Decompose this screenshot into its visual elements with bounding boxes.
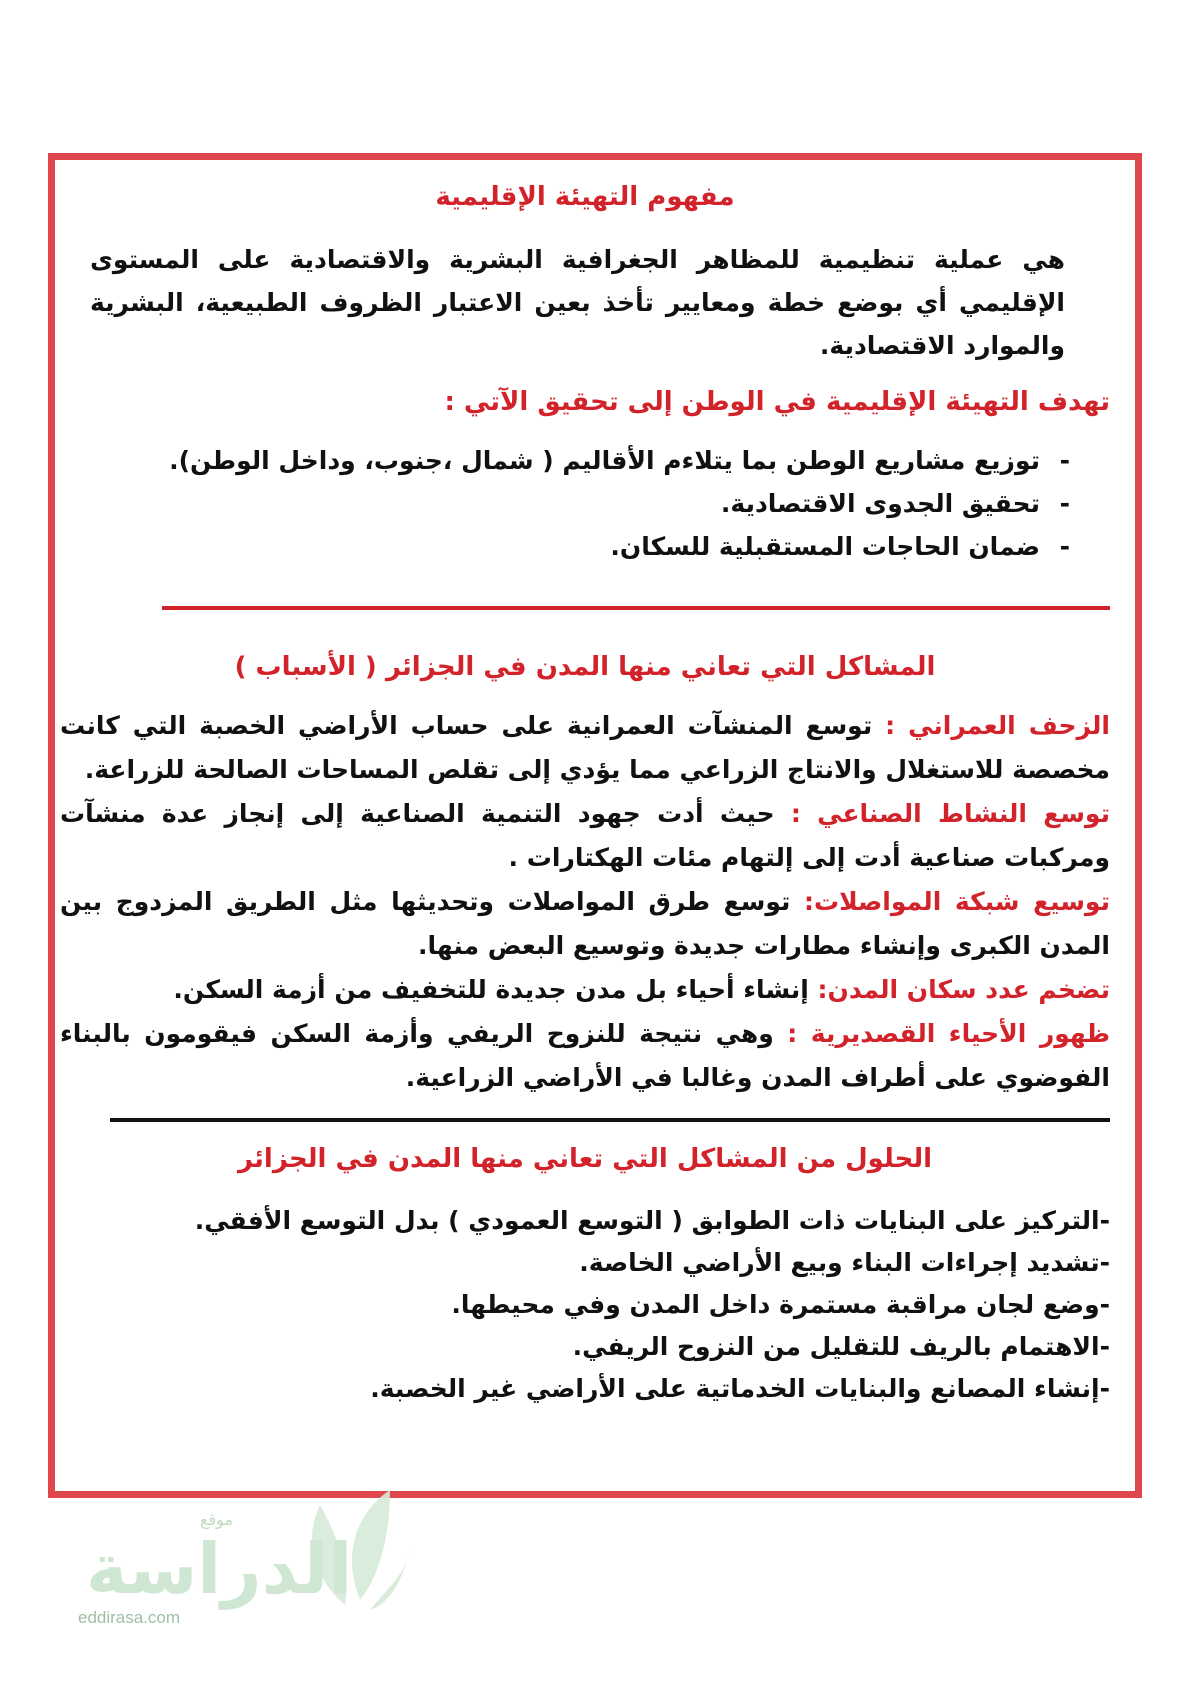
red-divider <box>162 606 1110 610</box>
watermark-logo-text: الدراسة <box>86 1528 353 1610</box>
list-item: -وضع لجان مراقبة مستمرة داخل المدن وفي محيطها. <box>451 1290 1110 1319</box>
document-content <box>60 180 1110 1410</box>
solutions-list <box>60 1200 1110 1410</box>
list-item: -التركيز على البنايات ذات الطوابق ( التوسع العمودي ) بدل التوسع الأفقي. <box>194 1206 1110 1235</box>
list-item: -ضمان الحاجات المستقبلية للسكان. <box>610 532 1070 561</box>
list-item: -تحقيق الجدوى الاقتصادية. <box>720 489 1070 518</box>
definition-paragraph: هي عملية تنظيمية للمظاهر الجغرافية البشرية والاقتصادية على المستوى الإقليمي أي بوضع خطة ومعايير تأخذ بعين الاعتبار الظروف الطبيعية، البشرية والموارد الاقتصادية. <box>90 245 1065 360</box>
black-divider <box>110 1118 1110 1122</box>
watermark-url: eddirasa.com <box>78 1608 181 1627</box>
goals-list <box>60 439 1110 568</box>
problem-item: ظهور الأحياء القصديرية : وهي نتيجة للنزوح الريفي وأزمة السكن فيقومون بالبناء الفوضوي على أطراف المدن وغالبا في الأراضي الزراعية. <box>60 1019 1110 1092</box>
goals-heading: تهدف التهيئة الإقليمية في الوطن إلى تحقيق الآتي : <box>444 387 1110 417</box>
list-item: -إنشاء المصانع والبنايات الخدماتية على الأراضي غير الخصبة. <box>370 1374 1110 1403</box>
problem-item: تضخم عدد سكان المدن: إنشاء أحياء بل مدن جديدة للتخفيف من أزمة السكن. <box>173 975 1110 1004</box>
problem-item: الزحف العمراني : توسع المنشآت العمرانية على حساب الأراضي الخصبة التي كانت مخصصة للاستغلال والانتاج الزراعي مما يؤدي إلى تقلص المساحات الصالحة للزراعة. <box>60 711 1110 784</box>
section3-title: الحلول من المشاكل التي تعاني منها المدن في الجزائر <box>237 1144 933 1174</box>
problem-item: توسع النشاط الصناعي : حيث أدت جهود التنمية الصناعية إلى إنجاز عدة منشآت ومركبات صناعية أدت إلى إلتهام مئات الهكتارات . <box>60 799 1110 872</box>
problem-item: توسيع شبكة المواصلات: توسع طرق المواصلات وتحديثها مثل الطريق المزدوج بين المدن الكبرى وإنشاء مطارات جديدة وتوسيع البعض منها. <box>60 887 1110 960</box>
section1-title: مفهوم التهيئة الإقليمية <box>435 182 735 212</box>
section2-title: المشاكل التي تعاني منها المدن في الجزائر ( الأسباب ) <box>234 652 936 682</box>
problems-block <box>60 704 1110 1100</box>
list-item: -الاهتمام بالريف للتقليل من النزوح الريفي. <box>572 1332 1110 1361</box>
list-item: -تشديد إجراءات البناء وبيع الأراضي الخاصة. <box>579 1248 1110 1277</box>
watermark-small-text: موقع <box>200 1510 233 1529</box>
list-item: -توزيع مشاريع الوطن بما يتلاءم الأقاليم ( شمال ،جنوب، وداخل الوطن). <box>169 446 1070 475</box>
